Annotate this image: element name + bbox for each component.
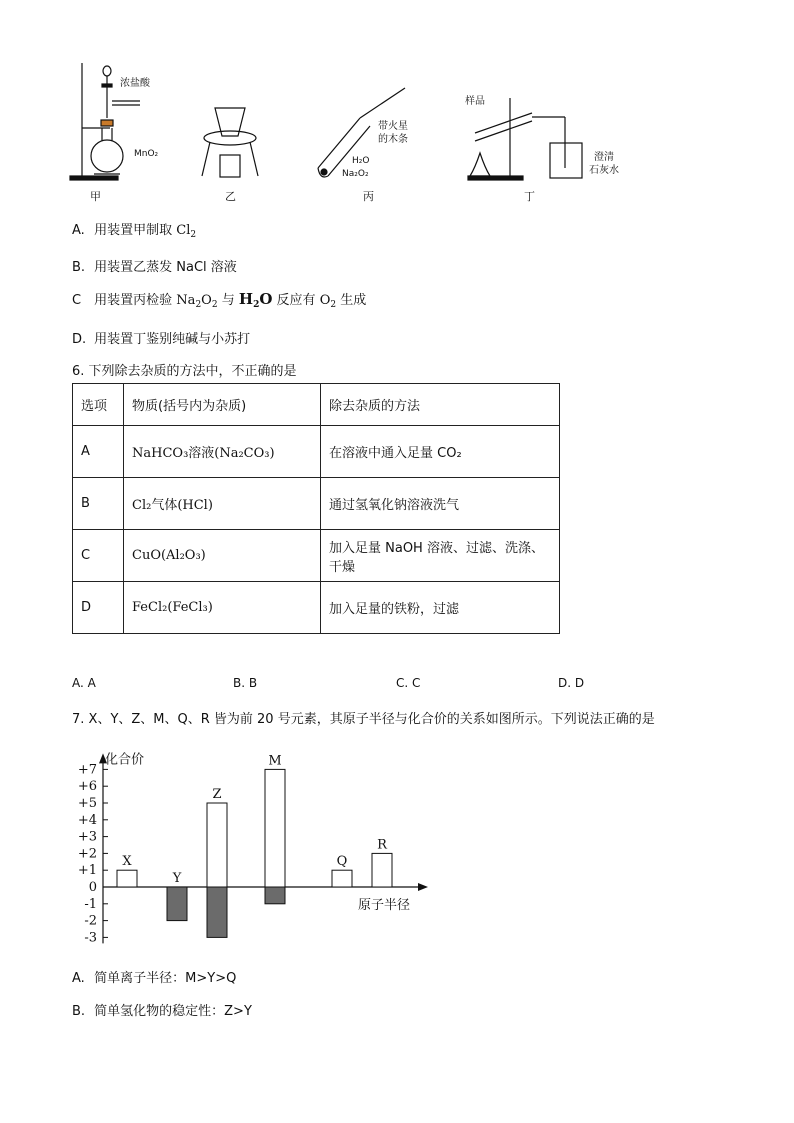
bar-positive-x bbox=[117, 870, 137, 887]
bar-positive-r bbox=[372, 853, 392, 887]
q6-question: 6. 下列除去杂质的方法中，不正确的是 bbox=[72, 364, 297, 379]
answer-d: D. D bbox=[558, 676, 585, 690]
bar-negative-z bbox=[207, 887, 227, 937]
q5-option-d bbox=[72, 328, 250, 347]
category-label-z: Z bbox=[212, 787, 222, 802]
label-splint-2: 的木条 bbox=[378, 134, 408, 145]
formula-o2: $O_2$ bbox=[319, 293, 337, 310]
cell-option: D bbox=[73, 582, 124, 634]
option-text: 用装置乙蒸发 NaCl 溶液 bbox=[94, 260, 237, 275]
q6-table bbox=[72, 383, 560, 634]
bar-negative-m bbox=[265, 887, 285, 904]
category-label-x: X bbox=[122, 854, 132, 870]
label-h2o: H₂O bbox=[352, 156, 370, 166]
option-letter: A. bbox=[72, 971, 85, 986]
table-row bbox=[73, 530, 560, 582]
header-cell: 除去杂质的方法 bbox=[321, 384, 560, 426]
x-axis-label: 原子半径 bbox=[358, 898, 411, 913]
table-row bbox=[73, 426, 560, 478]
header-cell: 物质(括号内为杂质) bbox=[124, 384, 321, 426]
apparatus-name-bing: 丙 bbox=[363, 190, 374, 203]
y-tick-label: +7 bbox=[77, 762, 97, 778]
label-splint-1: 带火星 bbox=[378, 121, 408, 132]
bar-positive-m bbox=[265, 769, 285, 887]
x-axis-arrow bbox=[418, 883, 428, 891]
q7-question: 7. X、Y、Z、M、Q、R 皆为前 20 号元素，其原子半径与化合价的关系如图所示。下列说法正确的是 bbox=[72, 712, 655, 727]
table-header-row bbox=[73, 384, 560, 426]
q7-option-b bbox=[72, 1000, 252, 1019]
q7-option-a bbox=[72, 967, 236, 986]
cell-substance: FeCl₂(FeCl₃) bbox=[124, 582, 321, 634]
cell-option: A bbox=[73, 426, 124, 478]
y-tick-label: +6 bbox=[77, 779, 97, 795]
option-text: 简单离子半径：M>Y>Q bbox=[94, 971, 237, 986]
label-na2o2: Na₂O₂ bbox=[342, 169, 369, 179]
option-letter: A. bbox=[72, 223, 85, 238]
answer-c: C. C bbox=[396, 676, 421, 690]
option-text: 简单氢化物的稳定性：Z>Y bbox=[94, 1004, 252, 1019]
valence-radius-chart bbox=[60, 735, 460, 950]
label-sample: 样品 bbox=[465, 96, 485, 107]
label-limewater-2: 石灰水 bbox=[589, 165, 619, 176]
bar-positive-q bbox=[332, 870, 352, 887]
option-letter: B. bbox=[72, 1004, 86, 1019]
y-tick-label: +3 bbox=[77, 829, 97, 845]
option-letter: C bbox=[72, 293, 82, 308]
bar-positive-z bbox=[207, 803, 227, 887]
cell-method: 加入足量的铁粉，过滤 bbox=[321, 582, 560, 634]
y-tick-label: +1 bbox=[77, 863, 97, 879]
q5-option-a bbox=[72, 219, 196, 240]
apparatus-figure bbox=[60, 58, 660, 208]
cell-option: B bbox=[73, 478, 124, 530]
apparatus-name-jia: 甲 bbox=[90, 190, 101, 203]
y-tick-label: -2 bbox=[84, 913, 97, 929]
option-text: 用装置甲制取 bbox=[94, 223, 173, 238]
cell-substance: Cl₂气体(HCl) bbox=[124, 478, 321, 530]
table-row bbox=[73, 478, 560, 530]
label-conc-hcl: 浓盐酸 bbox=[120, 78, 150, 89]
apparatus-name-yi: 乙 bbox=[225, 190, 236, 203]
answer-b: B. B bbox=[233, 676, 258, 690]
label-limewater-1: 澄清 bbox=[594, 152, 614, 163]
table-row bbox=[73, 582, 560, 634]
cell-substance: CuO(Al₂O₃) bbox=[124, 530, 321, 582]
category-label-y: Y bbox=[172, 871, 182, 886]
option-text: 用装置丙检验 bbox=[94, 293, 173, 308]
formula-h2o: $H_2O$ bbox=[238, 290, 273, 310]
cell-substance: NaHCO₃溶液(Na₂CO₃) bbox=[124, 426, 321, 478]
bar-negative-y bbox=[167, 887, 187, 921]
option-text: 用装置丁鉴别纯碱与小苏打 bbox=[94, 332, 251, 347]
formula-cl2: $Cl_2$ bbox=[176, 223, 197, 240]
cell-method: 通过氢氧化钠溶液洗气 bbox=[321, 478, 560, 530]
apparatus-name-ding: 丁 bbox=[524, 190, 535, 203]
y-tick-label: -1 bbox=[84, 896, 97, 912]
q5-option-c: C 用装置丙检验 $Na_2O_2$ 与 $H_2O$ 反应有 $O_2$ 生成 bbox=[72, 290, 367, 310]
apparatus-drawing bbox=[60, 58, 660, 208]
category-label-r: R bbox=[377, 837, 387, 853]
option-letter: B. bbox=[72, 260, 86, 275]
y-axis-label: 化合价 bbox=[105, 752, 145, 768]
header-cell: 选项 bbox=[73, 384, 124, 426]
label-mno2: MnO₂ bbox=[134, 149, 159, 159]
y-tick-label: +2 bbox=[77, 846, 97, 862]
y-tick-label: -3 bbox=[84, 930, 97, 946]
cell-method: 加入足量 NaOH 溶液、过滤、洗涤、干燥 bbox=[321, 530, 560, 582]
category-label-q: Q bbox=[336, 854, 348, 870]
formula-na2o2: $Na_2O_2$ bbox=[176, 293, 218, 310]
y-tick-label: +4 bbox=[77, 812, 97, 828]
category-label-m: M bbox=[268, 753, 282, 769]
q5-option-b bbox=[72, 256, 237, 275]
y-tick-label: 0 bbox=[88, 880, 97, 895]
option-letter: D. bbox=[72, 332, 87, 347]
cell-option: C bbox=[73, 530, 124, 582]
cell-method: 在溶液中通入足量 CO₂ bbox=[321, 426, 560, 478]
answer-a: A. A bbox=[72, 676, 96, 690]
y-tick-label: +5 bbox=[77, 796, 97, 811]
